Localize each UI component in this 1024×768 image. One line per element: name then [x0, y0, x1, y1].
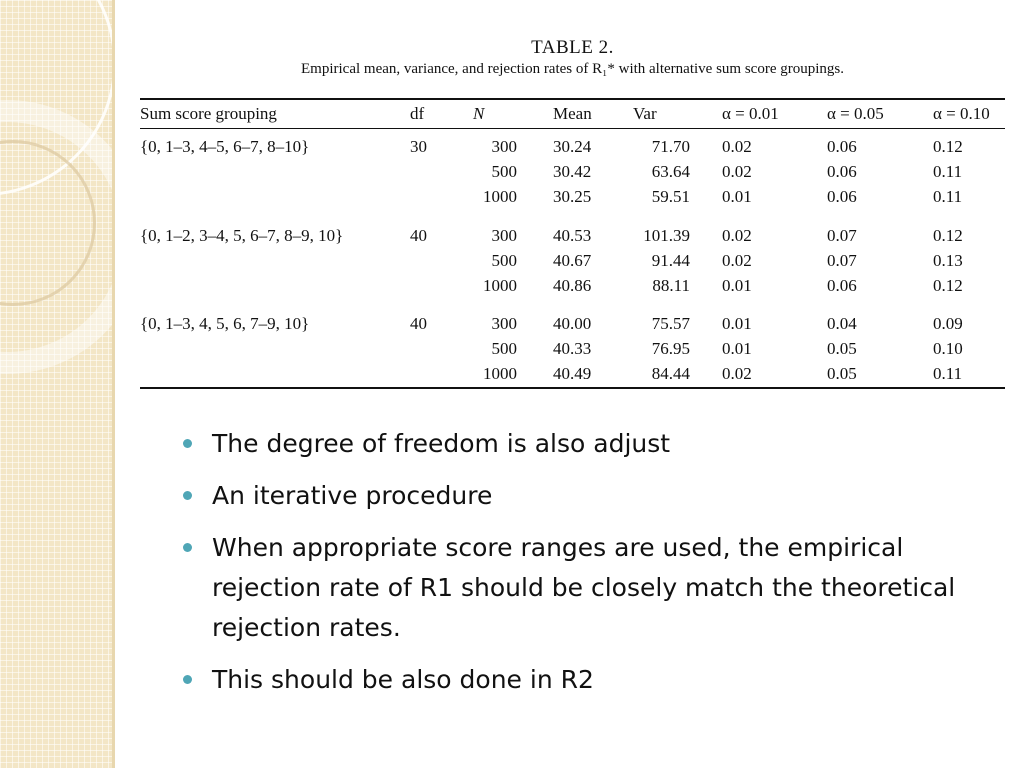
table-bottom-rule	[140, 387, 1005, 389]
alpha-010-cell: 0.13	[933, 251, 963, 270]
decorative-side-band	[0, 0, 112, 768]
table-top-rule	[140, 98, 1005, 100]
bullet-text: When appropriate score ranges are used, the empirical rejection rate of R1 should be closely match the theoretical rejection rates.	[212, 533, 956, 642]
table-header-rule	[140, 128, 1005, 129]
mean-cell: 30.25	[553, 187, 592, 206]
alpha-010-cell: 0.12	[933, 226, 963, 245]
alpha-001-cell: 0.02	[722, 137, 752, 156]
df-cell: 40	[410, 226, 427, 245]
grouping-cell: {0, 1–3, 4, 5, 6, 7–9, 10}	[140, 314, 310, 333]
grouping-cell: {0, 1–3, 4–5, 6–7, 8–10}	[140, 137, 310, 156]
df-cell: 40	[410, 314, 427, 333]
alpha-001-cell: 0.01	[722, 339, 752, 358]
bullet-dot-icon	[183, 675, 192, 684]
alpha-005-cell: 0.07	[827, 226, 857, 245]
alpha-005-cell: 0.05	[827, 339, 857, 358]
n-cell: 1000	[483, 187, 517, 206]
table-subtitle: Empirical mean, variance, and rejection rates of R₁* with alternative sum score groupings.	[301, 61, 844, 77]
alpha-001-cell: 0.01	[722, 314, 752, 333]
alpha-005-cell: 0.04	[827, 314, 857, 333]
bullet-text: An iterative procedure	[212, 481, 493, 510]
n-cell: 300	[491, 137, 517, 156]
table-title: TABLE 2.	[531, 37, 614, 58]
alpha-010-cell: 0.09	[933, 314, 963, 333]
var-cell: 88.11	[652, 276, 690, 295]
var-cell: 63.64	[651, 162, 690, 181]
bullet-item	[183, 660, 1003, 700]
bullet-dot-icon	[183, 439, 192, 448]
bullet-item	[183, 476, 1003, 516]
alpha-005-cell: 0.06	[827, 162, 857, 181]
var-cell: 71.70	[651, 137, 690, 156]
bullet-list	[183, 424, 1003, 712]
column-header: Mean	[553, 104, 592, 123]
column-header: α = 0.01	[722, 104, 779, 123]
bullet-text: This should be also done in R2	[212, 665, 594, 694]
mean-cell: 40.67	[553, 251, 592, 270]
alpha-001-cell: 0.02	[722, 162, 752, 181]
n-cell: 300	[491, 226, 517, 245]
alpha-010-cell: 0.11	[933, 187, 963, 206]
mean-cell: 40.86	[553, 276, 592, 295]
bullet-item	[183, 528, 1003, 648]
var-cell: 91.44	[651, 251, 690, 270]
var-cell: 76.95	[651, 339, 690, 358]
n-cell: 1000	[483, 276, 517, 295]
alpha-001-cell: 0.02	[722, 226, 752, 245]
alpha-005-cell: 0.06	[827, 276, 857, 295]
alpha-005-cell: 0.06	[827, 137, 857, 156]
mean-cell: 40.53	[553, 226, 592, 245]
mean-cell: 30.24	[553, 137, 592, 156]
alpha-001-cell: 0.01	[722, 276, 752, 295]
column-header: df	[410, 104, 425, 123]
var-cell: 75.57	[651, 314, 690, 333]
bullet-item	[183, 424, 1003, 464]
bullet-dot-icon	[183, 543, 192, 552]
side-band-edge	[112, 0, 115, 768]
column-header: Var	[633, 104, 657, 123]
var-cell: 84.44	[651, 364, 690, 383]
alpha-005-cell: 0.05	[827, 364, 857, 383]
grouping-cell: {0, 1–2, 3–4, 5, 6–7, 8–9, 10}	[140, 226, 344, 245]
mean-cell: 40.33	[553, 339, 592, 358]
column-header: N	[473, 104, 485, 123]
alpha-001-cell: 0.02	[722, 364, 752, 383]
alpha-010-cell: 0.11	[933, 162, 963, 181]
alpha-005-cell: 0.07	[827, 251, 857, 270]
mean-cell: 40.49	[553, 364, 592, 383]
column-header: α = 0.05	[827, 104, 884, 123]
var-cell: 101.39	[643, 226, 690, 245]
alpha-001-cell: 0.02	[722, 251, 752, 270]
alpha-010-cell: 0.10	[933, 339, 963, 358]
bullet-text: The degree of freedom is also adjust	[212, 429, 671, 458]
df-cell: 30	[410, 137, 427, 156]
alpha-005-cell: 0.06	[827, 187, 857, 206]
bullet-dot-icon	[183, 491, 192, 500]
n-cell: 500	[491, 251, 517, 270]
mean-cell: 30.42	[553, 162, 592, 181]
column-header: α = 0.10	[933, 104, 990, 123]
n-cell: 500	[491, 162, 517, 181]
alpha-001-cell: 0.01	[722, 187, 752, 206]
column-header: Sum score grouping	[140, 104, 277, 123]
alpha-010-cell: 0.11	[933, 364, 963, 383]
mean-cell: 40.00	[553, 314, 592, 333]
n-cell: 1000	[483, 364, 517, 383]
n-cell: 500	[491, 339, 517, 358]
n-cell: 300	[491, 314, 517, 333]
alpha-010-cell: 0.12	[933, 137, 963, 156]
var-cell: 59.51	[651, 187, 690, 206]
alpha-010-cell: 0.12	[933, 276, 963, 295]
